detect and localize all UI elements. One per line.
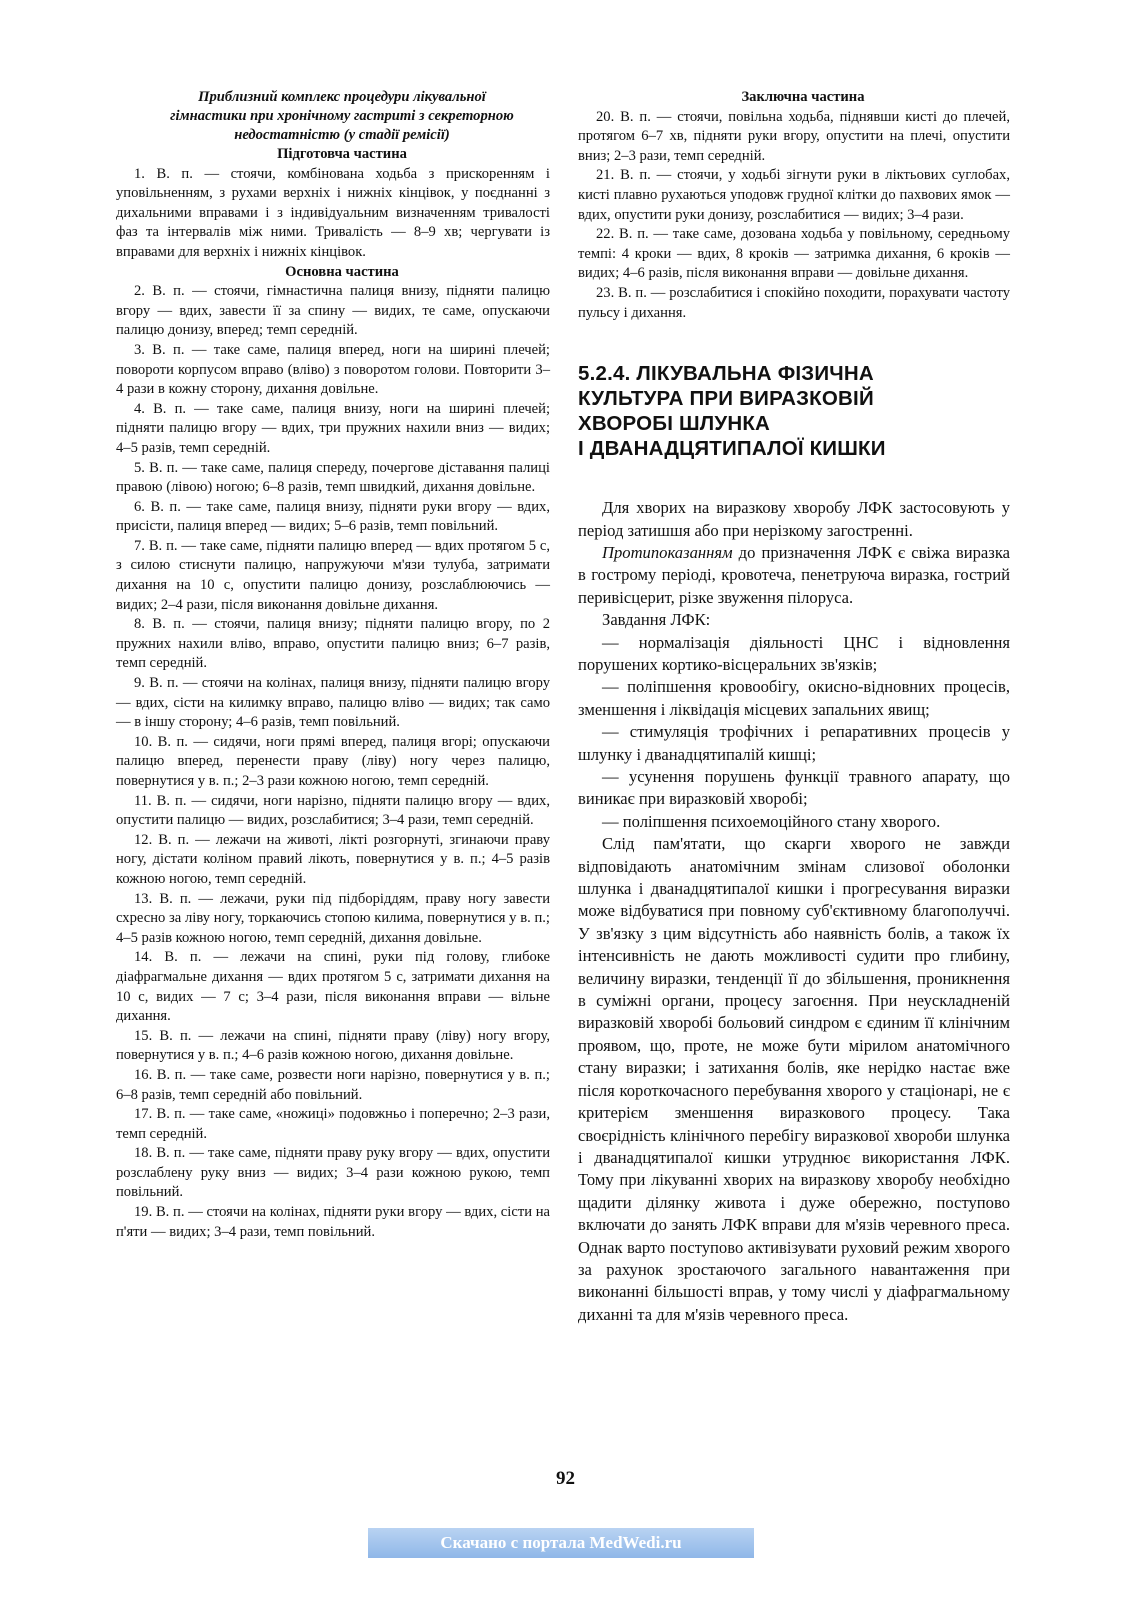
task-item: — стимуляція трофічних і репаративних процесів у шлунку і дванадцятипалій кишці; — [578, 722, 1010, 764]
page-number: 92 — [556, 1468, 575, 1489]
right-column — [578, 88, 1010, 1326]
exercise-item: 18. В. п. — таке саме, підняти праву руку вгору — вдих, опустити розслаблену руку вниз — видих; 3–4 рази кожною рукою, темп повільний. — [116, 1145, 550, 1201]
caption-line: недостатністю (у стадії ремісії) — [234, 127, 450, 143]
exercise-item: 14. В. п. — лежачи на спині, руки під голову, глибоке діафрагмальне дихання — вдих протягом 5 с, затримати дихання на 10 с, видих — 7 с; 3–4 рази, після виконання вправи — вільне дихання. — [116, 949, 550, 1025]
tasks-title: Завдання ЛФК: — [602, 610, 711, 630]
exercise-item: 5. В. п. — таке саме, палиця спереду, почергове діставання палиці правою (лівою) ногою; 6–8 разів, темп швидкий, дихання довільне. — [116, 459, 550, 496]
section-heading-line: КУЛЬТУРА ПРИ ВИРАЗКОВІЙ — [578, 387, 874, 411]
exercise-item: 7. В. п. — таке саме, підняти палицю вперед — вдих протягом 5 с, з силою стиснути палицю, напружуючи м'язи тулуба, затримати дихання на 10 с, опустити палицю донизу, розслаблюючись — видих; 2–4 рази, після виконання довільне дихання. — [116, 537, 550, 613]
exercise-item: 20. В. п. — стоячи, повільна ходьба, піднявши кисті до плечей, протягом 6–7 хв, підняти руки вгору, опустити на плечі, опустити вниз; 2–3 рази, темп середній. — [578, 108, 1010, 164]
exercise-item: 22. В. п. — таке саме, дозована ходьба у повільному, середньому темпі: 4 кроки — вдих, 8 кроків — затримка дихання, 6 кроків — видих; 4–6 разів, після виконання вправи — довільне дихання. — [578, 226, 1010, 282]
caption-line: Приблизний комплекс процедури лікувальної — [198, 89, 486, 105]
download-banner[interactable]: Скачано с портала MedWedi.ru — [368, 1528, 754, 1558]
exercise-item: 4. В. п. — таке саме, палиця внизу, ноги на ширині плечей; підняти палицю вгору — вдих, три пружних нахили вниз — видих; 4–5 разів, темп середній. — [116, 400, 550, 456]
exercise-item: 23. В. п. — розслабитися і спокійно походити, порахувати частоту пульсу і дихання. — [578, 284, 1010, 321]
exercise-item: 15. В. п. — лежачи на спині, підняти праву (ліву) ногу вгору, повернутися у в. п.; 4–6 разів кожною ногою, дихання довільне. — [116, 1027, 550, 1064]
section-body — [578, 497, 1010, 1326]
task-item: — усунення порушень функції травного апарату, що виникає при виразковій хворобі; — [578, 767, 1010, 809]
exercise-item: 12. В. п. — лежачи на животі, лікті розгорнуті, згинаючи праву ногу, дістати коліном правий лікоть, повернутися у в. п.; 4–5 разів кожною ногою, темп середній. — [116, 831, 550, 887]
exercise-item: 9. В. п. — стоячи на колінах, палиця внизу, підняти палицю вгору — вдих, сісти на килимку вправо, палицю вліво — видих; так само — в іншу сторону; 4–6 разів, темп повільний. — [116, 675, 550, 731]
exercise-item: 11. В. п. — сидячи, ноги нарізно, підняти палицю вгору — вдих, опустити палицю — видих, розслабитися; 3–4 рази, темп середній. — [116, 792, 550, 829]
exercise-item: 6. В. п. — таке саме, палиця внизу, підняти руки вгору — вдих, присісти, палиця вперед — видих; 5–6 разів, темп повільний. — [116, 498, 550, 535]
section-heading — [578, 361, 1010, 461]
caption-line: гімнастики при хронічному гастриті з секреторною — [170, 108, 514, 124]
task-item: — нормалізація діяльності ЦНС і відновлення порушених кортико-вісцеральних зв'язків; — [578, 632, 1010, 674]
exercise-item: 21. В. п. — стоячи, у ходьбі зігнути руки в ліктьових суглобах, кисті плавно рухаються уподовж грудної клітки до пахвових ямок — вдих, опустити руки донизу, розслабитися — видих; 3–4 рази. — [578, 167, 1010, 223]
subheading-prep: Підготовча частина — [277, 146, 407, 162]
exercise-item: 19. В. п. — стоячи на колінах, підняти руки вгору — вдих, сісти на п'яти — видих; 3–4 рази, темп повільний. — [116, 1204, 550, 1240]
task-item: — поліпшення психоемоційного стану хворого. — [602, 811, 941, 831]
exercise-item: 10. В. п. — сидячи, ноги прямі вперед, палиця вгорі; опускаючи палицю вперед, перенести праву (ліву) ногу через палицю, повернутися у в. п.; 2–3 рази кожною ногою, темп середній. — [116, 733, 550, 789]
complex-caption — [116, 88, 550, 145]
final-part — [578, 88, 1010, 323]
section-heading-line: ХВОРОБІ ШЛУНКА — [578, 412, 771, 436]
contraindications-paragraph — [578, 542, 1010, 609]
exercise-item: 3. В. п. — таке саме, палиця вперед, ноги на ширині плечей; повороти корпусом вправо (вліво) з поворотом голови. Повторити 3–4 рази в кожну сторону, дихання довільне. — [116, 341, 550, 398]
exercise-item: 8. В. п. — стоячи, палиця внизу; підняти палицю вгору, по 2 пружних нахили вліво, вправо, опустити палицю вниз; 6–7 разів, темп середній. — [116, 616, 550, 672]
section-heading-line: І ДВАНАДЦЯТИПАЛОЇ КИШКИ — [578, 437, 886, 461]
section-heading-line: 5.2.4. ЛІКУВАЛЬНА ФІЗИЧНА — [578, 362, 874, 386]
exercise-item: 16. В. п. — таке саме, розвести ноги нарізно, повернутися у в. п.; 6–8 разів, темп середній або повільний. — [116, 1066, 550, 1103]
exercise-item: 2. В. п. — стоячи, гімнастична палиця внизу, підняти палицю вгору — вдих, завести її за спину — видих, те саме, опускаючи палицю донизу, вперед; темп середній. — [116, 283, 550, 339]
subheading-final: Заключна частина — [741, 89, 865, 105]
subheading-main: Основна частина — [285, 263, 399, 280]
left-column — [116, 88, 550, 1242]
exercise-item: 1. В. п. — стоячи, комбінована ходьба з прискоренням і уповільненням, з рухами верхніх і нижніх кінцівок, у поєднанні з дихальними вправами і з індивідуальним визначенням тривалості фаз та інтервалів між ними. Тривалість — 8–9 хв; чергувати із вправами для верхніх і нижніх кінцівок. — [116, 165, 550, 260]
contraindications-term: Протипоказанням — [602, 542, 733, 562]
intro-paragraph: Для хворих на виразкову хворобу ЛФК застосовують у період затишшя або при нерізкому загостренні. — [578, 498, 1010, 540]
exercise-item: 17. В. п. — таке саме, «ножиці» подовжньо і поперечно; 2–3 рази, темп середній. — [116, 1106, 550, 1142]
closing-paragraph: Слід пам'ятати, що скарги хворого не завжди відповідають анатомічним змінам слизової оболонки шлунка і дванадцятипалої кишки і прогресування виразки може відбуватися при повному суб'єктивному благополуччі. У зв'язку з цим відсутність або наявність болів, а також їх інтенсивність не дають можливості судити про глибину, величину виразки, тенденції її до збільшення, проникнення в суміжні органи, процесу загоєння. При неускладненій виразковій хворобі больовий синдром є єдиним її клінічним проявом, що, проте, не може бути мірилом анатомічного стану виразки; і затихання болів, яке нерідко настає вже після короткочасного перебування хворого у стаціонарі, не є критерієм зменшення виразкового процесу. Така своєрідність клінічного перебігу виразкової хвороби шлунка і дванадцятипалої кишки утруднює використання ЛФК. Тому при лікуванні хворих на виразкову хворобу необхідно щадити ділянку живота і дуже обережно, поступово включати до занять ЛФК вправи для м'язів черевного преса. Однак варто поступово активізувати руховий режим хворого за рахунок зростаючого загального навантаження при виконанні більшості вправ, у тому числі у діафрагмальному диханні та для м'язів черевного преса. — [578, 834, 1010, 1324]
task-item: — поліпшення кровообігу, окисно-відновних процесів, зменшення і ліквідація місцевих запальних явищ; — [578, 677, 1010, 719]
exercise-item: 13. В. п. — лежачи, руки під підборіддям, праву ногу завести схресно за ліву ногу, торкаючись стопою килима, повернутися у в. п.; 4–5 разів кожною ногою, темп середній, дихання довільне. — [116, 890, 550, 946]
contraindications-text: до призначення ЛФК є свіжа виразка в гострому періоді, кровотеча, пенетруюча виразка, гострий перивісцерит, різке звуження пілоруса. — [578, 542, 1010, 607]
